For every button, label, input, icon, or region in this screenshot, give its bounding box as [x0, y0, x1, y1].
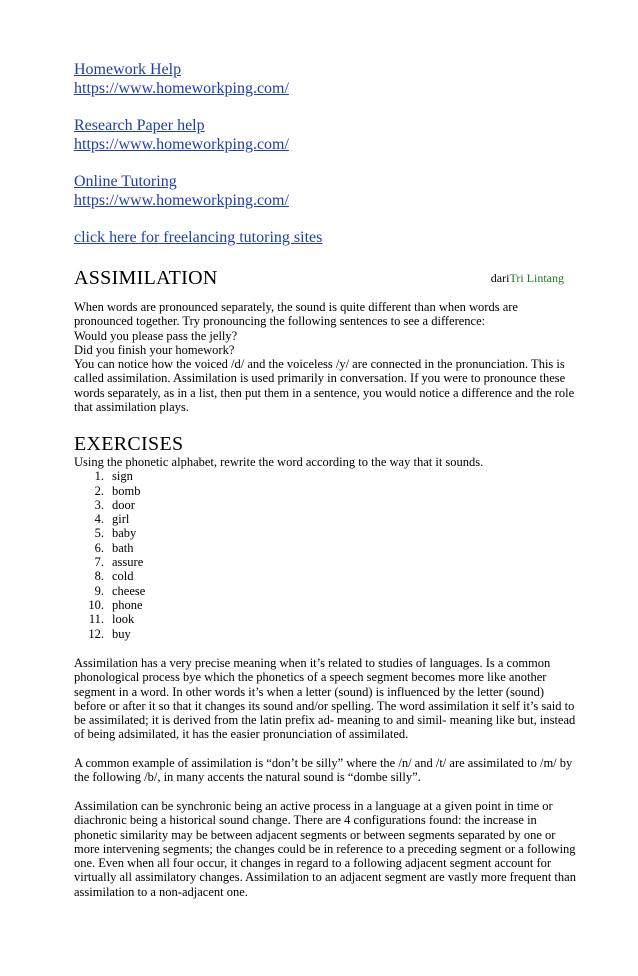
freelancing-tutoring-link[interactable]: click here for freelancing tutoring sites: [74, 229, 323, 246]
list-item: 6. bath: [94, 540, 134, 555]
paragraph-line: be assimilated; it is derived from the latin prefix ad- meaning to and simil- meaning like but, instead: [74, 713, 576, 728]
paragraph-line: more intervening segments; the changes could be in reference to a preceding segment or a following: [74, 841, 576, 856]
paragraph-line: Assimilation can be synchronic being an active process in a language at a given point in time or: [74, 799, 553, 813]
list-item: 12. buy: [88, 626, 131, 641]
homework-help-link[interactable]: Homework Help: [74, 61, 182, 78]
homework-help-url[interactable]: https://www.homeworkping.com/: [74, 80, 289, 97]
list-item: 9. cheese: [94, 583, 146, 598]
paragraph-example: [74, 756, 580, 785]
title-row: [74, 266, 574, 290]
online-tutoring-url[interactable]: https://www.homeworkping.com/: [74, 192, 289, 209]
intro-line: pronounced together. Try pronouncing the following sentences to see a difference:: [74, 314, 486, 329]
link-group-freelancing: [74, 228, 594, 247]
intro-line: that assimilation plays.: [74, 400, 189, 415]
research-paper-help-url[interactable]: https://www.homeworkping.com/: [74, 136, 289, 153]
exercise-word-list: [74, 469, 580, 641]
paragraph-line: diachronic being a historical sound change. There are 4 configurations found: the increase in: [74, 813, 537, 828]
paragraph-definition: [74, 656, 580, 742]
paragraph-line: phonological process bye which the phonetics of a speech segment becomes more like another: [74, 670, 547, 685]
list-item: 5. baby: [94, 526, 137, 541]
list-item: 10. phone: [88, 597, 143, 612]
paragraph-line: phonetic similarity may be between adjacent segments or between segments separated by one or: [74, 827, 556, 842]
paragraph-line: segment in a word. In other words it’s when a letter (sound) is influenced by the letter (sound): [74, 684, 545, 699]
paragraph-line: A common example of assimilation is “don’t be silly” where the /n/ and /t/ are assimilated to /m/ by: [74, 756, 573, 770]
research-paper-help-link[interactable]: Research Paper help: [74, 117, 205, 134]
exercises-heading: EXERCISES: [74, 433, 184, 455]
list-item: 3. door: [94, 497, 135, 512]
intro-line: words separately, as in a list, then put them in a sentence, you would notice a difference and the role: [74, 385, 575, 400]
byline-author: Tri Lintang: [509, 271, 564, 285]
paragraph-line: of being adsimilated, it has the easier pronunciation of assimilated.: [74, 727, 409, 742]
list-item: 4. girl: [94, 512, 130, 527]
paragraph-line: assimilation to a non-adjacent one.: [74, 884, 248, 899]
intro-line: You can notice how the voiced /d/ and the voiceless /y/ are connected in the pronunciation. This is: [74, 357, 565, 372]
page-title: ASSIMILATION: [74, 267, 218, 289]
intro-paragraph: [74, 300, 580, 414]
paragraph-line: virtually all assimilatory changes. Assimilation to an adjacent segment are vastly more frequent than: [74, 870, 576, 885]
byline: [491, 271, 564, 286]
exercises-section: [74, 455, 580, 641]
list-item: 2. bomb: [94, 483, 141, 498]
list-item: 7. assure: [94, 555, 144, 570]
paragraph-line: Assimilation has a very precise meaning when it’s related to studies of languages. Is a common: [74, 656, 551, 670]
exercises-instruction: Using the phonetic alphabet, rewrite the word according to the way that it sounds.: [74, 455, 484, 469]
intro-line: When words are pronounced separately, the sound is quite different than when words are: [74, 300, 518, 314]
promo-links: [74, 60, 594, 265]
link-group-online-tutoring: [74, 172, 594, 210]
intro-line: called assimilation. Assimilation is used primarily in conversation. If you were to pronounce these: [74, 371, 566, 386]
intro-line: Did you finish your homework?: [74, 342, 235, 357]
paragraph-line: one. Even when all four occur, it changes in regard to a following adjacent segment account for: [74, 856, 552, 871]
link-group-homework-help: [74, 60, 594, 98]
byline-prefix: dari: [490, 271, 510, 285]
list-item: 8. cold: [94, 569, 134, 584]
paragraph-line: before or after it so that it changes its sound and/or spelling. The word assimilation it self it’s said to: [74, 698, 575, 713]
paragraph-synchronic: [74, 799, 580, 899]
list-item: 1. sign: [94, 469, 133, 484]
paragraph-line: the following /b/, in many accents the natural sound is “dombe silly”.: [74, 770, 421, 785]
online-tutoring-link[interactable]: Online Tutoring: [74, 173, 177, 190]
list-item: 11. look: [88, 612, 135, 627]
link-group-research-paper: [74, 116, 594, 154]
intro-line: Would you please pass the jelly?: [74, 328, 238, 343]
